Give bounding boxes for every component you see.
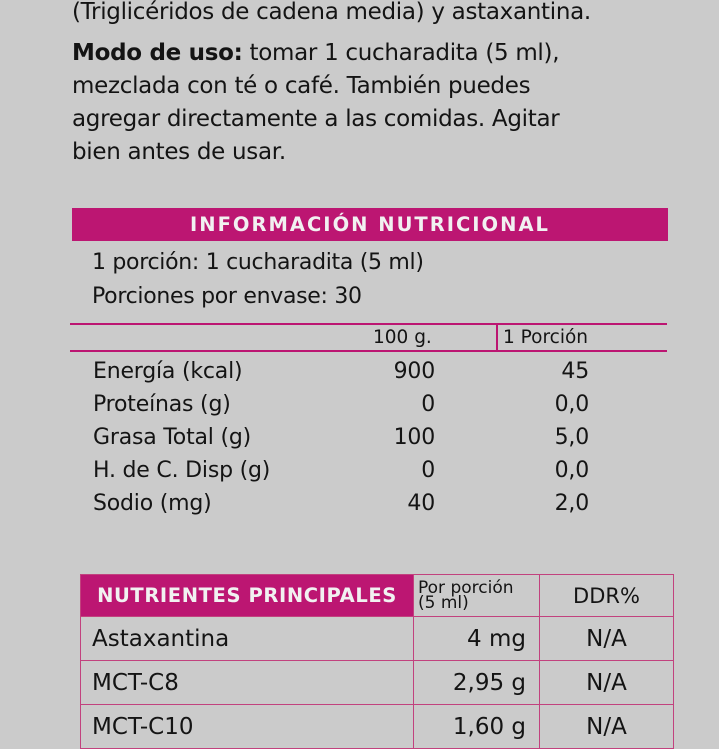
column-header-100g: 100 g. xyxy=(373,327,432,348)
nutrition-row xyxy=(0,359,719,392)
value-per-100g: 100 xyxy=(393,425,435,450)
usage-instructions xyxy=(72,37,692,169)
value-per-portion: 45 xyxy=(561,359,589,384)
usage-text-3: agregar directamente a las comidas. Agitar xyxy=(72,106,560,132)
column-divider xyxy=(496,323,498,352)
ingredients-text: (Triglicéridos de cadena media) y astaxantina. xyxy=(72,0,591,25)
divider-top xyxy=(70,323,667,325)
nutrient-amount: 1,60 g xyxy=(414,705,540,749)
value-per-100g: 0 xyxy=(421,392,435,417)
value-per-100g: 900 xyxy=(393,359,435,384)
value-per-portion: 0,0 xyxy=(554,392,589,417)
nutrient-ddr: N/A xyxy=(540,617,674,661)
product-description xyxy=(72,0,692,169)
usage-label: Modo de uso: xyxy=(72,40,243,66)
nutrient-label: H. de C. Disp (g) xyxy=(93,458,271,483)
nutrition-row xyxy=(0,392,719,425)
nutrient-label: Energía (kcal) xyxy=(93,359,243,384)
nutrient-name: MCT-C10 xyxy=(81,705,414,749)
nutrient-row xyxy=(81,705,674,749)
value-per-portion: 2,0 xyxy=(554,491,589,516)
nutrient-label: Grasa Total (g) xyxy=(93,425,252,450)
main-nutrients-header: NUTRIENTES PRINCIPALES xyxy=(81,575,414,617)
nutrient-amount: 2,95 g xyxy=(414,661,540,705)
serving-size: 1 porción: 1 cucharadita (5 ml) xyxy=(92,250,424,275)
nutrition-row xyxy=(0,458,719,491)
nutrient-row xyxy=(81,661,674,705)
value-per-100g: 0 xyxy=(421,458,435,483)
ddr-header: DDR% xyxy=(540,575,674,617)
nutrition-info-header: INFORMACIÓN NUTRICIONAL xyxy=(72,208,668,241)
nutrient-row xyxy=(81,617,674,661)
main-nutrients-header-row xyxy=(81,575,674,617)
nutrient-ddr: N/A xyxy=(540,705,674,749)
per-portion-header xyxy=(414,575,540,617)
nutrient-name: MCT-C8 xyxy=(81,661,414,705)
nutrient-ddr: N/A xyxy=(540,661,674,705)
value-per-portion: 0,0 xyxy=(554,458,589,483)
nutrition-row xyxy=(0,425,719,458)
value-per-100g: 40 xyxy=(407,491,435,516)
servings-per-container: Porciones por envase: 30 xyxy=(92,284,362,309)
nutrient-name: Astaxantina xyxy=(81,617,414,661)
per-portion-header-line2: (5 ml) xyxy=(418,592,469,613)
usage-text-4: bien antes de usar. xyxy=(72,139,286,165)
usage-text-2: mezclada con té o café. También puedes xyxy=(72,73,531,99)
nutrient-amount: 4 mg xyxy=(414,617,540,661)
column-header-portion: 1 Porción xyxy=(503,327,589,348)
nutrition-row xyxy=(0,491,719,524)
main-nutrients-table xyxy=(80,574,674,749)
nutrient-label: Sodio (mg) xyxy=(93,491,212,516)
divider-bottom xyxy=(70,350,667,352)
usage-text-1: tomar 1 cucharadita (5 ml), xyxy=(242,40,560,66)
value-per-portion: 5,0 xyxy=(554,425,589,450)
per-portion-header-line1: Por porción xyxy=(418,577,514,598)
nutrient-label: Proteínas (g) xyxy=(93,392,231,417)
